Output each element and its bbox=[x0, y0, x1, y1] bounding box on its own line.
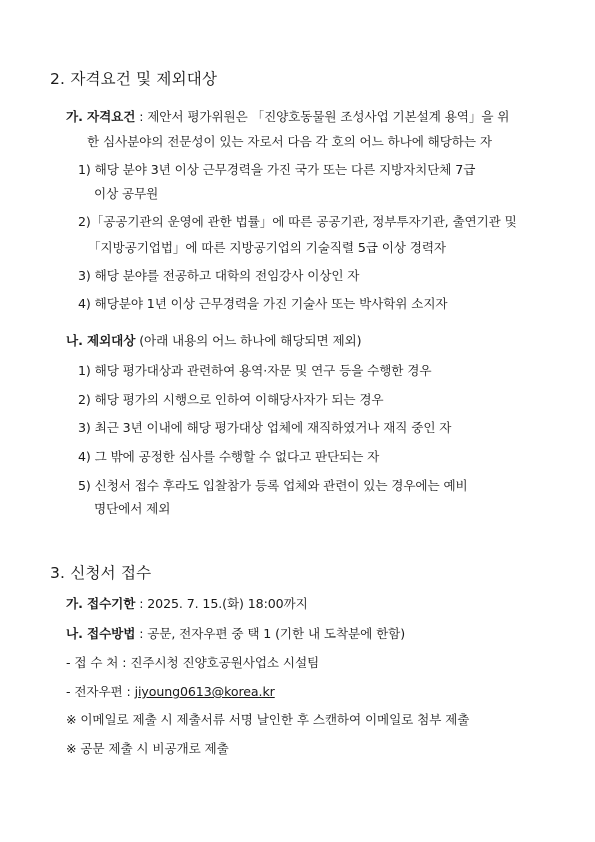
excl-item-4: 4) 그 밖에 공정한 심사를 수행할 수 없다고 판단되는 자 bbox=[78, 449, 380, 464]
office-row bbox=[66, 654, 319, 671]
qual-item-1-cont: 이상 공무원 bbox=[94, 186, 159, 201]
section-2-na bbox=[66, 332, 361, 349]
email-link[interactable]: jiyoung0613@korea.kr bbox=[134, 684, 275, 699]
excl-item-1: 1) 해당 평가대상과 관련하여 용역·자문 및 연구 등을 수행한 경우 bbox=[78, 363, 432, 378]
section-3-title: 3. 신청서 접수 bbox=[50, 564, 152, 582]
ga-line-1 bbox=[66, 108, 544, 125]
ga-text: : 제안서 평가위원은 「진양호동물원 조성사업 기본설계 용역」을 위 bbox=[135, 109, 510, 124]
office-label: - 접 수 처 : bbox=[66, 655, 131, 670]
qual-item-3: 3) 해당 분야를 전공하고 대학의 전임강사 이상인 자 bbox=[78, 268, 360, 283]
section-2-ga bbox=[66, 108, 544, 125]
method-text: : 공문, 전자우편 중 택 1 (기한 내 도착분에 한함) bbox=[135, 626, 406, 641]
note-1: ※ 이메일로 제출 시 제출서류 서명 날인한 후 스캔하여 이메일로 첨부 제출 bbox=[66, 712, 470, 727]
na-label: 나. 제외대상 bbox=[66, 333, 136, 348]
section-3-ga bbox=[66, 595, 308, 612]
ga-line-2: 한 심사분야의 전문성이 있는 자로서 다음 각 호의 어느 하나에 해당하는 자 bbox=[87, 134, 492, 149]
qual-item-4: 4) 해당분야 1년 이상 근무경력을 가진 기술사 또는 박사학위 소지자 bbox=[78, 296, 448, 311]
email-row bbox=[66, 683, 275, 700]
office-value: 진주시청 진양호공원사업소 시설팀 bbox=[130, 655, 320, 670]
excl-item-3: 3) 최근 3년 이내에 해당 평가대상 업체에 재직하였거나 재직 중인 자 bbox=[78, 420, 452, 435]
method-label: 나. 접수방법 bbox=[66, 626, 136, 641]
section-2-title: 2. 자격요건 및 제외대상 bbox=[50, 70, 218, 88]
deadline-label: 가. 접수기한 bbox=[66, 596, 136, 611]
na-text: (아래 내용의 어느 하나에 해당되면 제외) bbox=[135, 333, 362, 348]
qual-item-2: 2)「공공기관의 운영에 관한 법률」에 따른 공공기관, 정부투자기관, 출연기관 및 bbox=[78, 214, 517, 229]
deadline-text: : 2025. 7. 15.(화) 18:00까지 bbox=[135, 596, 308, 611]
excl-item-2: 2) 해당 평가의 시행으로 인하여 이해당사자가 되는 경우 bbox=[78, 392, 384, 407]
excl-item-5: 5) 신청서 접수 후라도 입찰참가 등록 업체와 관련이 있는 경우에는 예비 bbox=[78, 478, 468, 493]
excl-item-5-cont: 명단에서 제외 bbox=[94, 501, 171, 516]
note-2: ※ 공문 제출 시 비공개로 제출 bbox=[66, 741, 229, 756]
qual-item-2-cont: 「지방공기업법」에 따른 지방공기업의 기술직렬 5급 이상 경력자 bbox=[88, 240, 446, 255]
qual-item-1: 1) 해당 분야 3년 이상 근무경력을 가진 국가 또는 다른 지방자치단체 7급 bbox=[78, 162, 476, 177]
ga-label: 가. 자격요건 bbox=[66, 109, 136, 124]
section-3-na bbox=[66, 625, 405, 642]
email-label: - 전자우편 : bbox=[66, 684, 135, 699]
